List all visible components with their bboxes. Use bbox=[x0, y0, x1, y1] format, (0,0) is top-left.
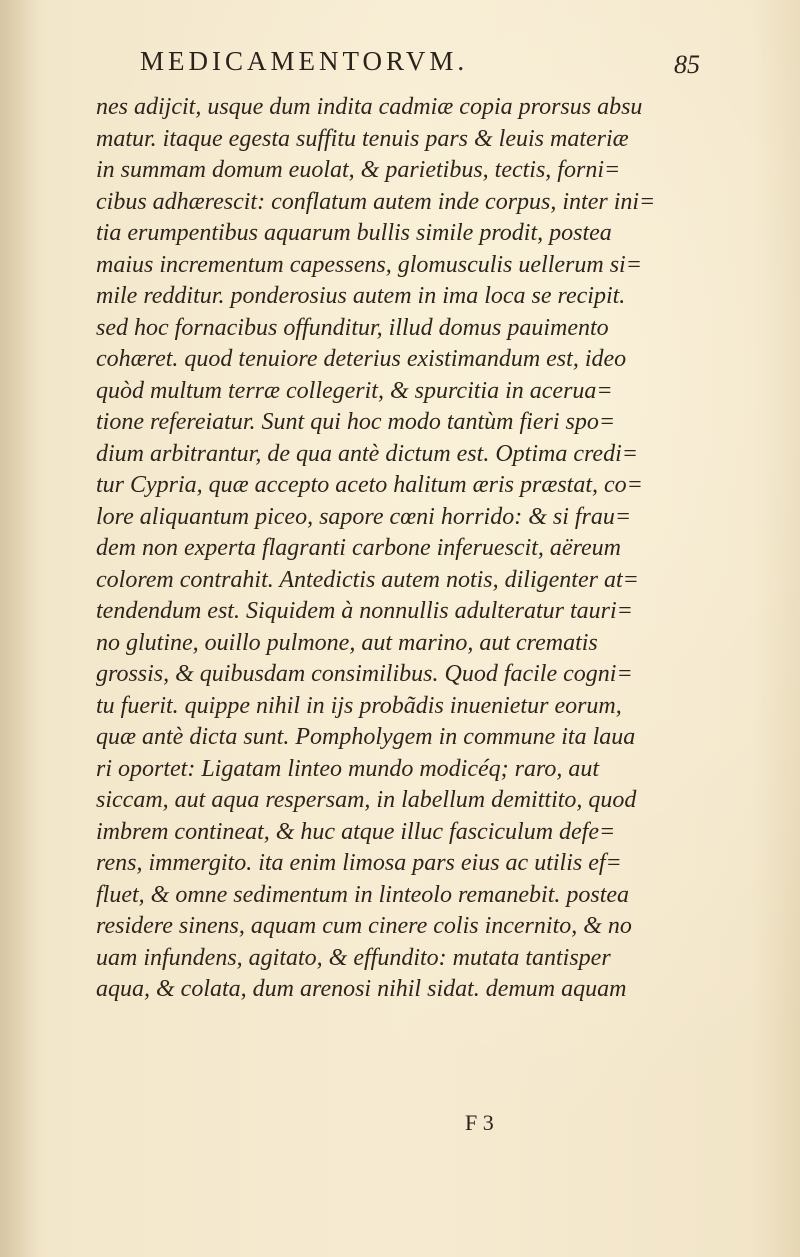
text-line: residere sinens, aquam cum cinere colis incernito, & no bbox=[96, 913, 632, 939]
text-line: imbrem contineat, & huc atque illuc fasciculum defe= bbox=[96, 818, 616, 845]
text-line: cibus adhærescit: conflatum autem inde corpus, inter ini= bbox=[96, 188, 656, 215]
text-line: tione refereiatur. Sunt qui hoc modo tantùm fieri spo= bbox=[96, 409, 616, 435]
text-line: aqua, & colata, dum arenosi nihil sidat. demum aquam bbox=[96, 976, 627, 1002]
text-line: ri oportet: Ligatam linteo mundo modicéq; raro, aut bbox=[96, 755, 600, 782]
text-line: matur. itaque egesta suffitu tenuis pars & leuis materiæ bbox=[96, 125, 629, 152]
text-line: dium arbitrantur, de qua antè dictum est. Optima credi= bbox=[96, 440, 638, 467]
text-line: quæ antè dicta sunt. Pompholygem in commune ita laua bbox=[96, 724, 636, 750]
running-head: MEDICAMENTORVM. bbox=[140, 46, 469, 76]
text-line: grossis, & quibusdam consimilibus. Quod facile cogni= bbox=[96, 661, 633, 687]
text-line: fluet, & omne sedimentum in linteolo remanebit. postea bbox=[96, 881, 630, 908]
text-line: no glutine, ouillo pulmone, aut marino, aut crematis bbox=[96, 629, 598, 656]
text-line: sed hoc fornacibus offunditur, illud domus pauimento bbox=[96, 314, 609, 341]
text-line: nes adijcit, usque dum indita cadmiæ copia prorsus absu bbox=[96, 94, 643, 120]
text-line: lore aliquantum piceo, sapore cœni horrido: & si frau= bbox=[96, 503, 632, 530]
text-line: rens, immergito. ita enim limosa pars eius ac utilis ef= bbox=[96, 850, 622, 876]
text-body bbox=[96, 92, 736, 1006]
signature-mark: F 3 bbox=[465, 1110, 494, 1135]
text-line: tu fuerit. quippe nihil in ijs probãdis inuenietur eorum, bbox=[96, 692, 622, 719]
text-line: tendendum est. Siquidem à nonnullis adulteratur tauri= bbox=[96, 598, 633, 624]
page-header bbox=[140, 46, 700, 86]
text-line: tia erumpentibus aquarum bullis simile prodit, postea bbox=[96, 220, 612, 246]
text-line: maius incrementum capessens, glomusculis uellerum si= bbox=[96, 251, 642, 278]
text-line: cohæret. quod tenuiore deterius existimandum est, ideo bbox=[96, 346, 627, 372]
gutter-shadow bbox=[0, 0, 40, 1257]
text-line: siccam, aut aqua respersam, in labellum demittito, quod bbox=[96, 787, 637, 813]
text-line: mile redditur. ponderosius autem in ima loca se recipit. bbox=[96, 283, 626, 309]
text-line: quòd multum terræ collegerit, & spurcitia in aceruа= bbox=[96, 377, 613, 404]
text-line: dem non experta flagranti carbone inferuescit, aëreum bbox=[96, 535, 621, 561]
page-number: 85 bbox=[674, 50, 700, 79]
text-line: tur Cypria, quæ accepto aceto halitum æris præstat, co= bbox=[96, 472, 643, 498]
text-line: in summam domum euolat, & parietibus, tectis, forni= bbox=[96, 157, 621, 183]
text-line: uam infundens, agitato, & effundito: mutata tantisper bbox=[96, 944, 611, 971]
text-line: colorem contrahit. Antedictis autem notis, diligenter at= bbox=[96, 566, 639, 593]
